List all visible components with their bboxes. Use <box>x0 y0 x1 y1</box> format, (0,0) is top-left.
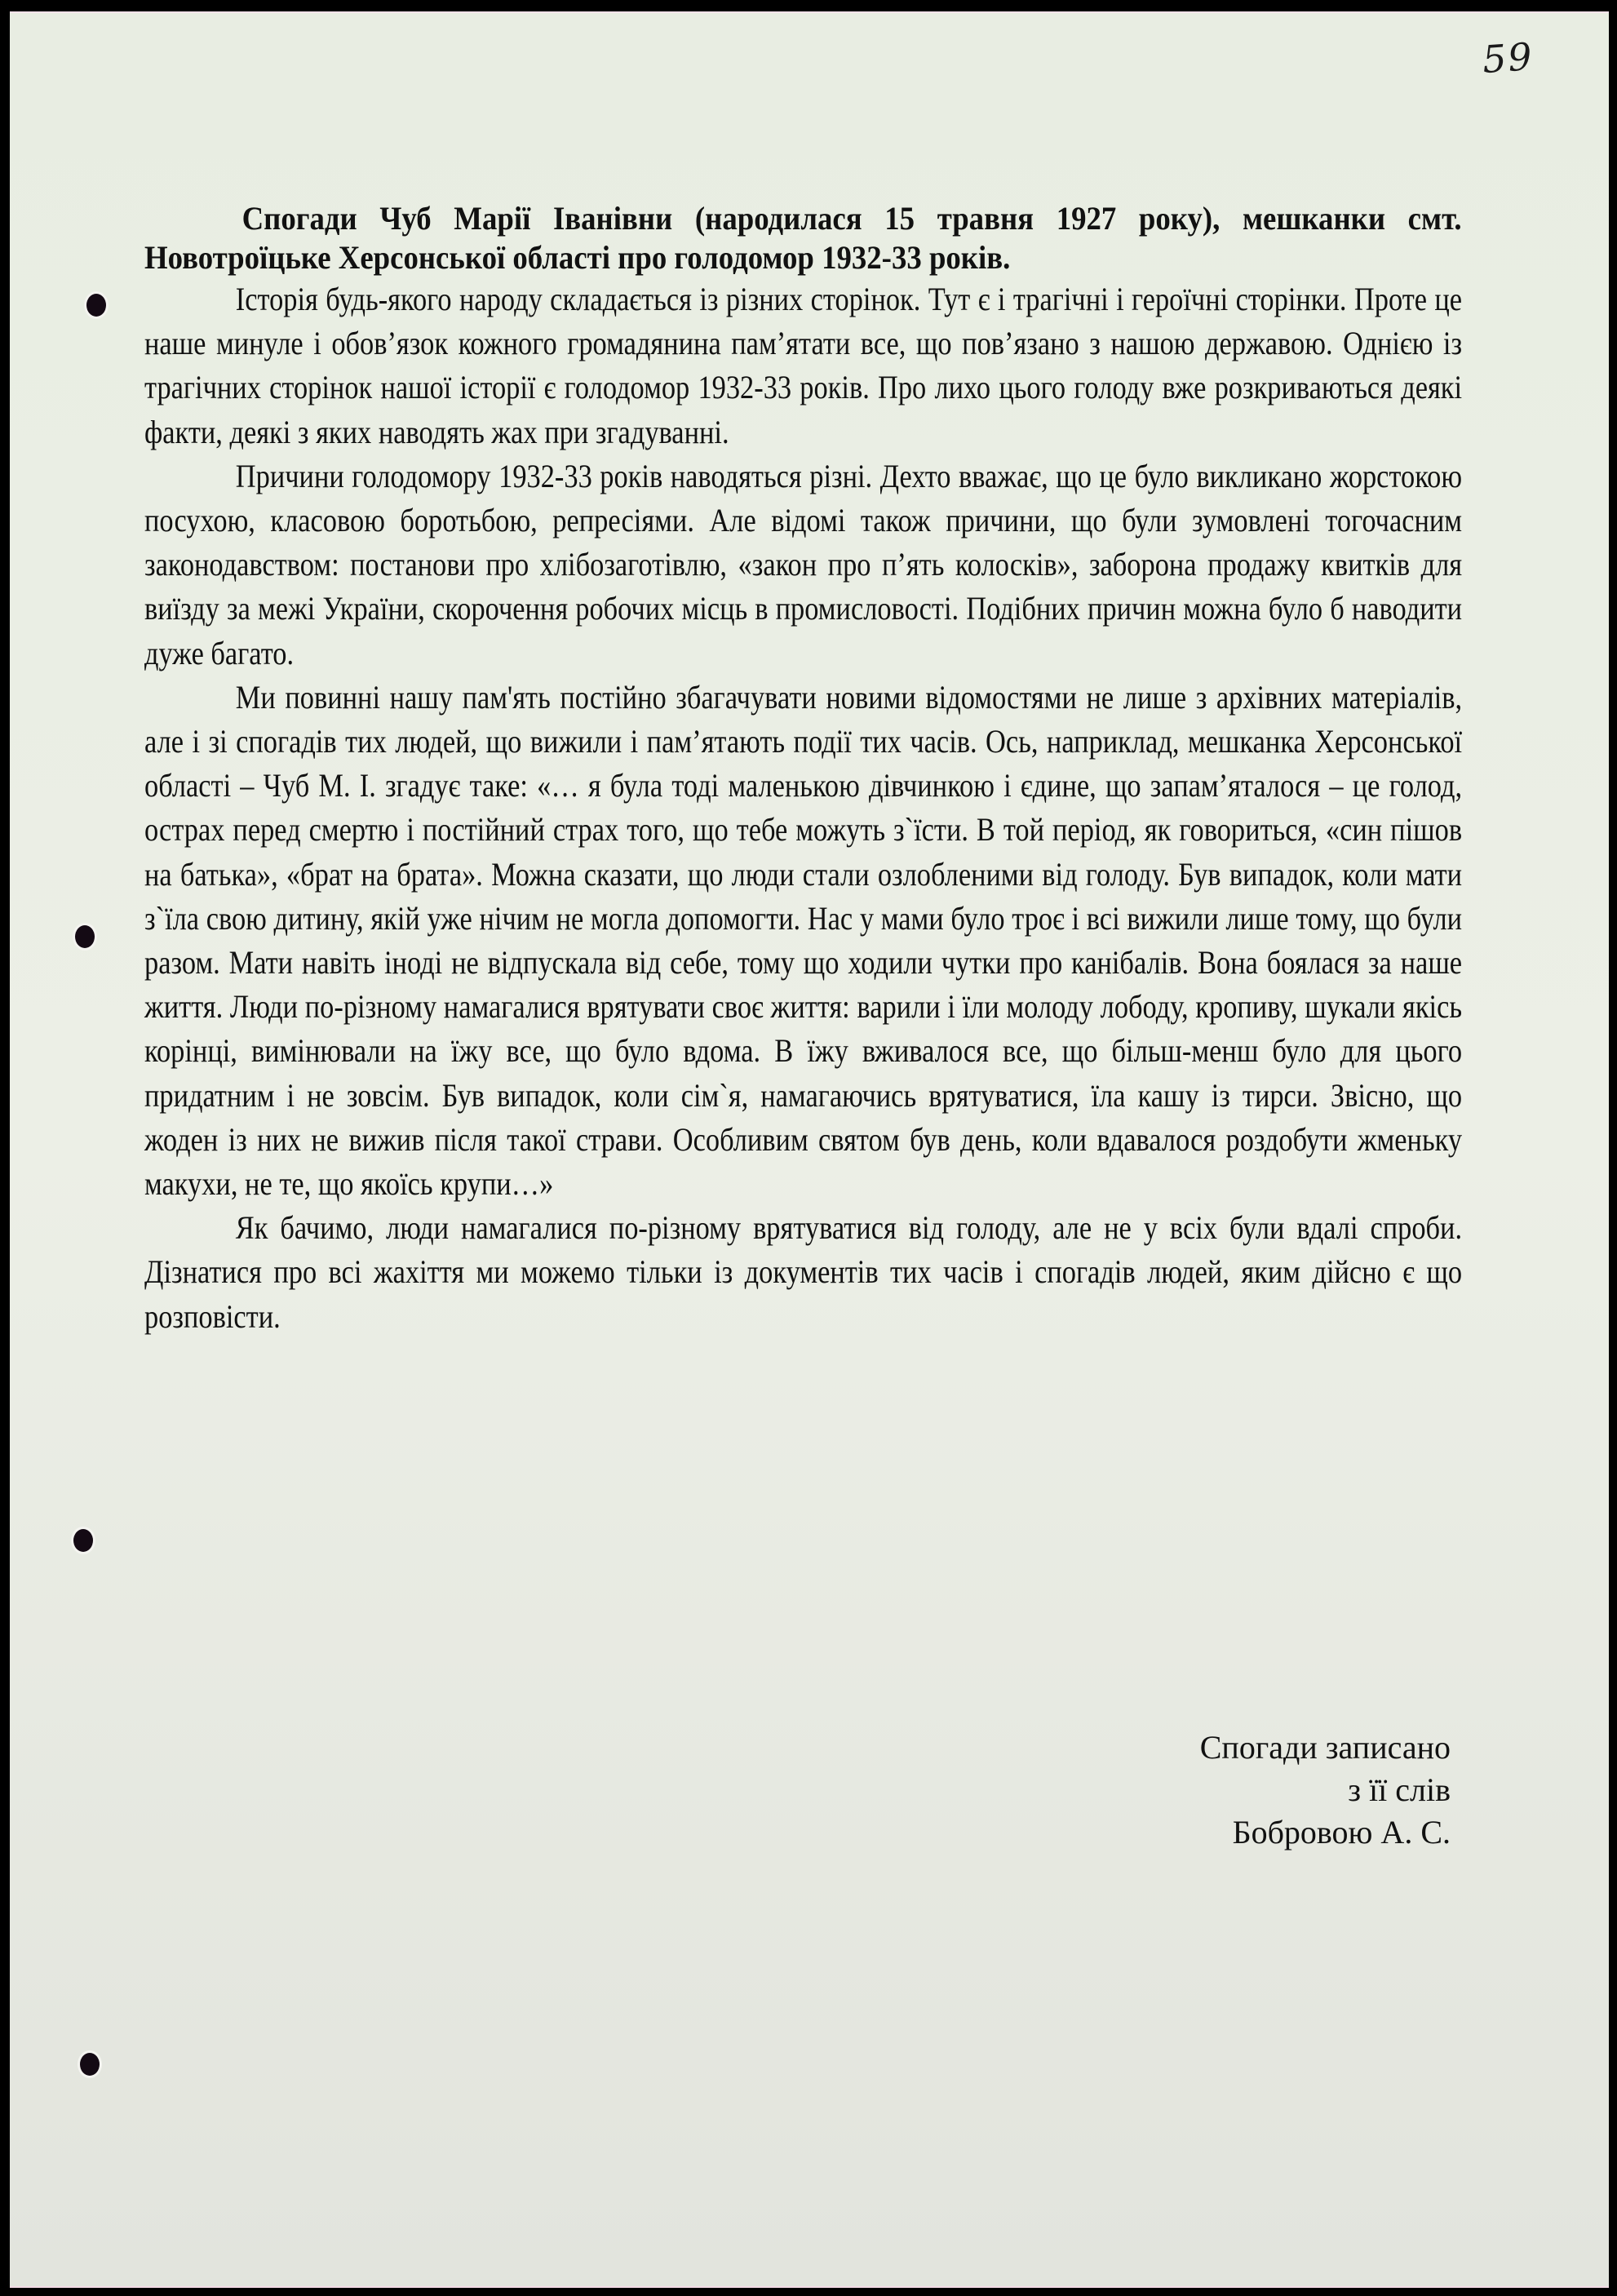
document-body <box>144 199 1462 1339</box>
signature-line-from-words: з її слів <box>1348 1771 1451 1808</box>
paragraph-intro: Історія будь-якого народу складається із різних сторінок. Тут є і трагічні і героїчні сторінки. Проте це наше минуле і обов’язок кожного громадянина пам’ятати все, що пов’язано з нашою державою. Однією із трагічних сторінок нашої історії є голодомор 1932-33 років. Про лихо цього голоду вже розкриваються деякі факти, деякі з яких наводять жах при згадуванні. <box>144 281 1463 450</box>
punch-hole-icon <box>73 1529 93 1552</box>
punch-hole-icon <box>86 294 106 317</box>
signature-line-author: Бобровою А. С. <box>1232 1814 1451 1851</box>
punch-hole-icon <box>80 2053 100 2076</box>
punch-hole-icon <box>75 925 95 948</box>
handwritten-page-number: 59 <box>1481 33 1535 82</box>
paragraph-conclusion: Як бачимо, люди намагалися по-різному врятуватися від голоду, але не у всіх були вдалі спроби. Дізнатися про всі жахіття ми можемо тільки із документів тих часів і спогадів людей, яким дійсно є що розповісти. <box>144 1209 1463 1335</box>
document-title: Спогади Чуб Марії Іванівни (народилася 15 травня 1927 року), мешканки смт. Новотроїцьке Херсонської області про голодомор 1932-33 років. <box>144 200 1462 276</box>
paragraph-testimony: Ми повинні нашу пам'ять постійно збагачувати новими відомостями не лише з архівних матеріалів, але і зі спогадів тих людей, що вижили і пам’ятають події тих часів. Ось, наприклад, мешканка Херсонської області – Чуб М. І. згадує таке: «… я була тоді маленькою дівчинкою і єдине, що запам’яталося – це голод, острах перед смертю і постійний страх того, що тебе можуть з`їсти. В той період, як говориться, «син пішов на батька», «брат на брата». Можна сказати, що люди стали озлобленими від голоду. Був випадок, коли мати з`їла свою дитину, якій уже нічим не могла допомогти. Нас у мами було троє і всі вижили лише тому, що були разом. Мати навіть іноді не відпускала від себе, тому що ходили чутки про канібалів. Вона боялася за наше життя. Люди по-різному намагалися врятувати своє життя: варили і їли молоду лободу, кропиву, шукали якісь корінці, вимінювали на їжу все, що було вдома. В їжу вживалося все, що більш-менш було для цього придатним і не зовсім. Був випадок, коли сім`я, намагаючись врятуватися, їла кашу із тирси. Звісно, що жоден із них не вижив після такої страви. Особливим святом був день, коли вдавалося роздобути жменьку макухи, не те, що якоїсь крупи…» <box>144 678 1463 1203</box>
paragraph-causes: Причини голодомору 1932-33 років наводяться різні. Дехто вважає, що це було викликано жорстокою посухою, класовою боротьбою, репресіями. Але відомі також причини, що були зумовлені тогочасним законодавством: постанови про хлібозаготівлю, «закон про п’ять колосків», заборона продажу квитків для виїзду за межі України, скорочення робочих місць в промисловості. Подібних причин можна було б наводити дуже багато. <box>144 457 1463 672</box>
signature-block <box>1200 1726 1451 1854</box>
signature-line-recorded: Спогади записано <box>1199 1729 1451 1766</box>
